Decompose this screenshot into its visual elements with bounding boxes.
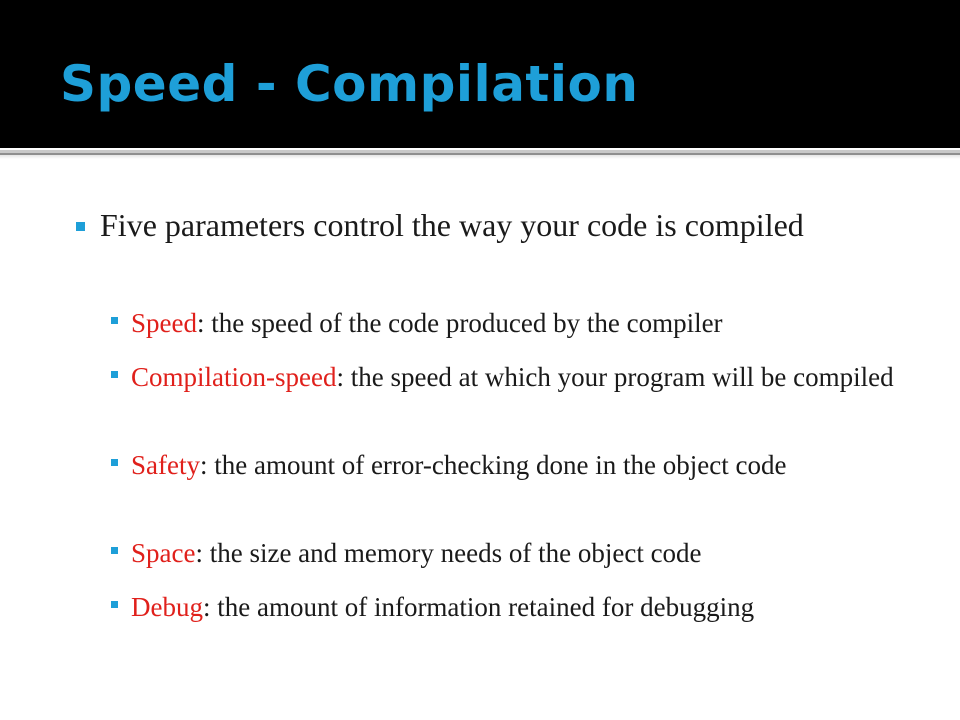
parameter-term: Compilation-speed bbox=[131, 362, 337, 392]
parameter-item-speed bbox=[131, 306, 921, 340]
square-bullet-icon bbox=[111, 371, 118, 378]
parameter-item-space bbox=[131, 536, 921, 570]
parameter-item-safety bbox=[131, 448, 921, 482]
parameter-description: : the speed of the code produced by the compiler bbox=[196, 308, 723, 338]
square-bullet-icon bbox=[111, 547, 118, 554]
square-bullet-icon bbox=[111, 601, 118, 608]
parameter-description: : the size and memory needs of the object code bbox=[195, 538, 702, 568]
parameter-description: : the speed at which your program will be compiled bbox=[336, 362, 894, 392]
slide-title: Speed - Compilation bbox=[60, 55, 639, 113]
parameter-description: : the amount of error-checking done in the object code bbox=[199, 450, 787, 480]
parameter-term: Debug bbox=[131, 592, 203, 622]
parameter-term: Space bbox=[131, 538, 196, 568]
intro-text: Five parameters control the way your code is compiled bbox=[100, 207, 804, 243]
square-bullet-icon bbox=[111, 317, 118, 324]
square-bullet-icon bbox=[111, 459, 118, 466]
parameter-term: Speed bbox=[131, 308, 197, 338]
parameter-description: : the amount of information retained for debugging bbox=[202, 592, 755, 622]
square-bullet-icon bbox=[76, 222, 85, 231]
parameter-item-compilation-speed bbox=[131, 360, 921, 394]
parameter-item-debug bbox=[131, 590, 921, 624]
parameter-term: Safety bbox=[131, 450, 200, 480]
